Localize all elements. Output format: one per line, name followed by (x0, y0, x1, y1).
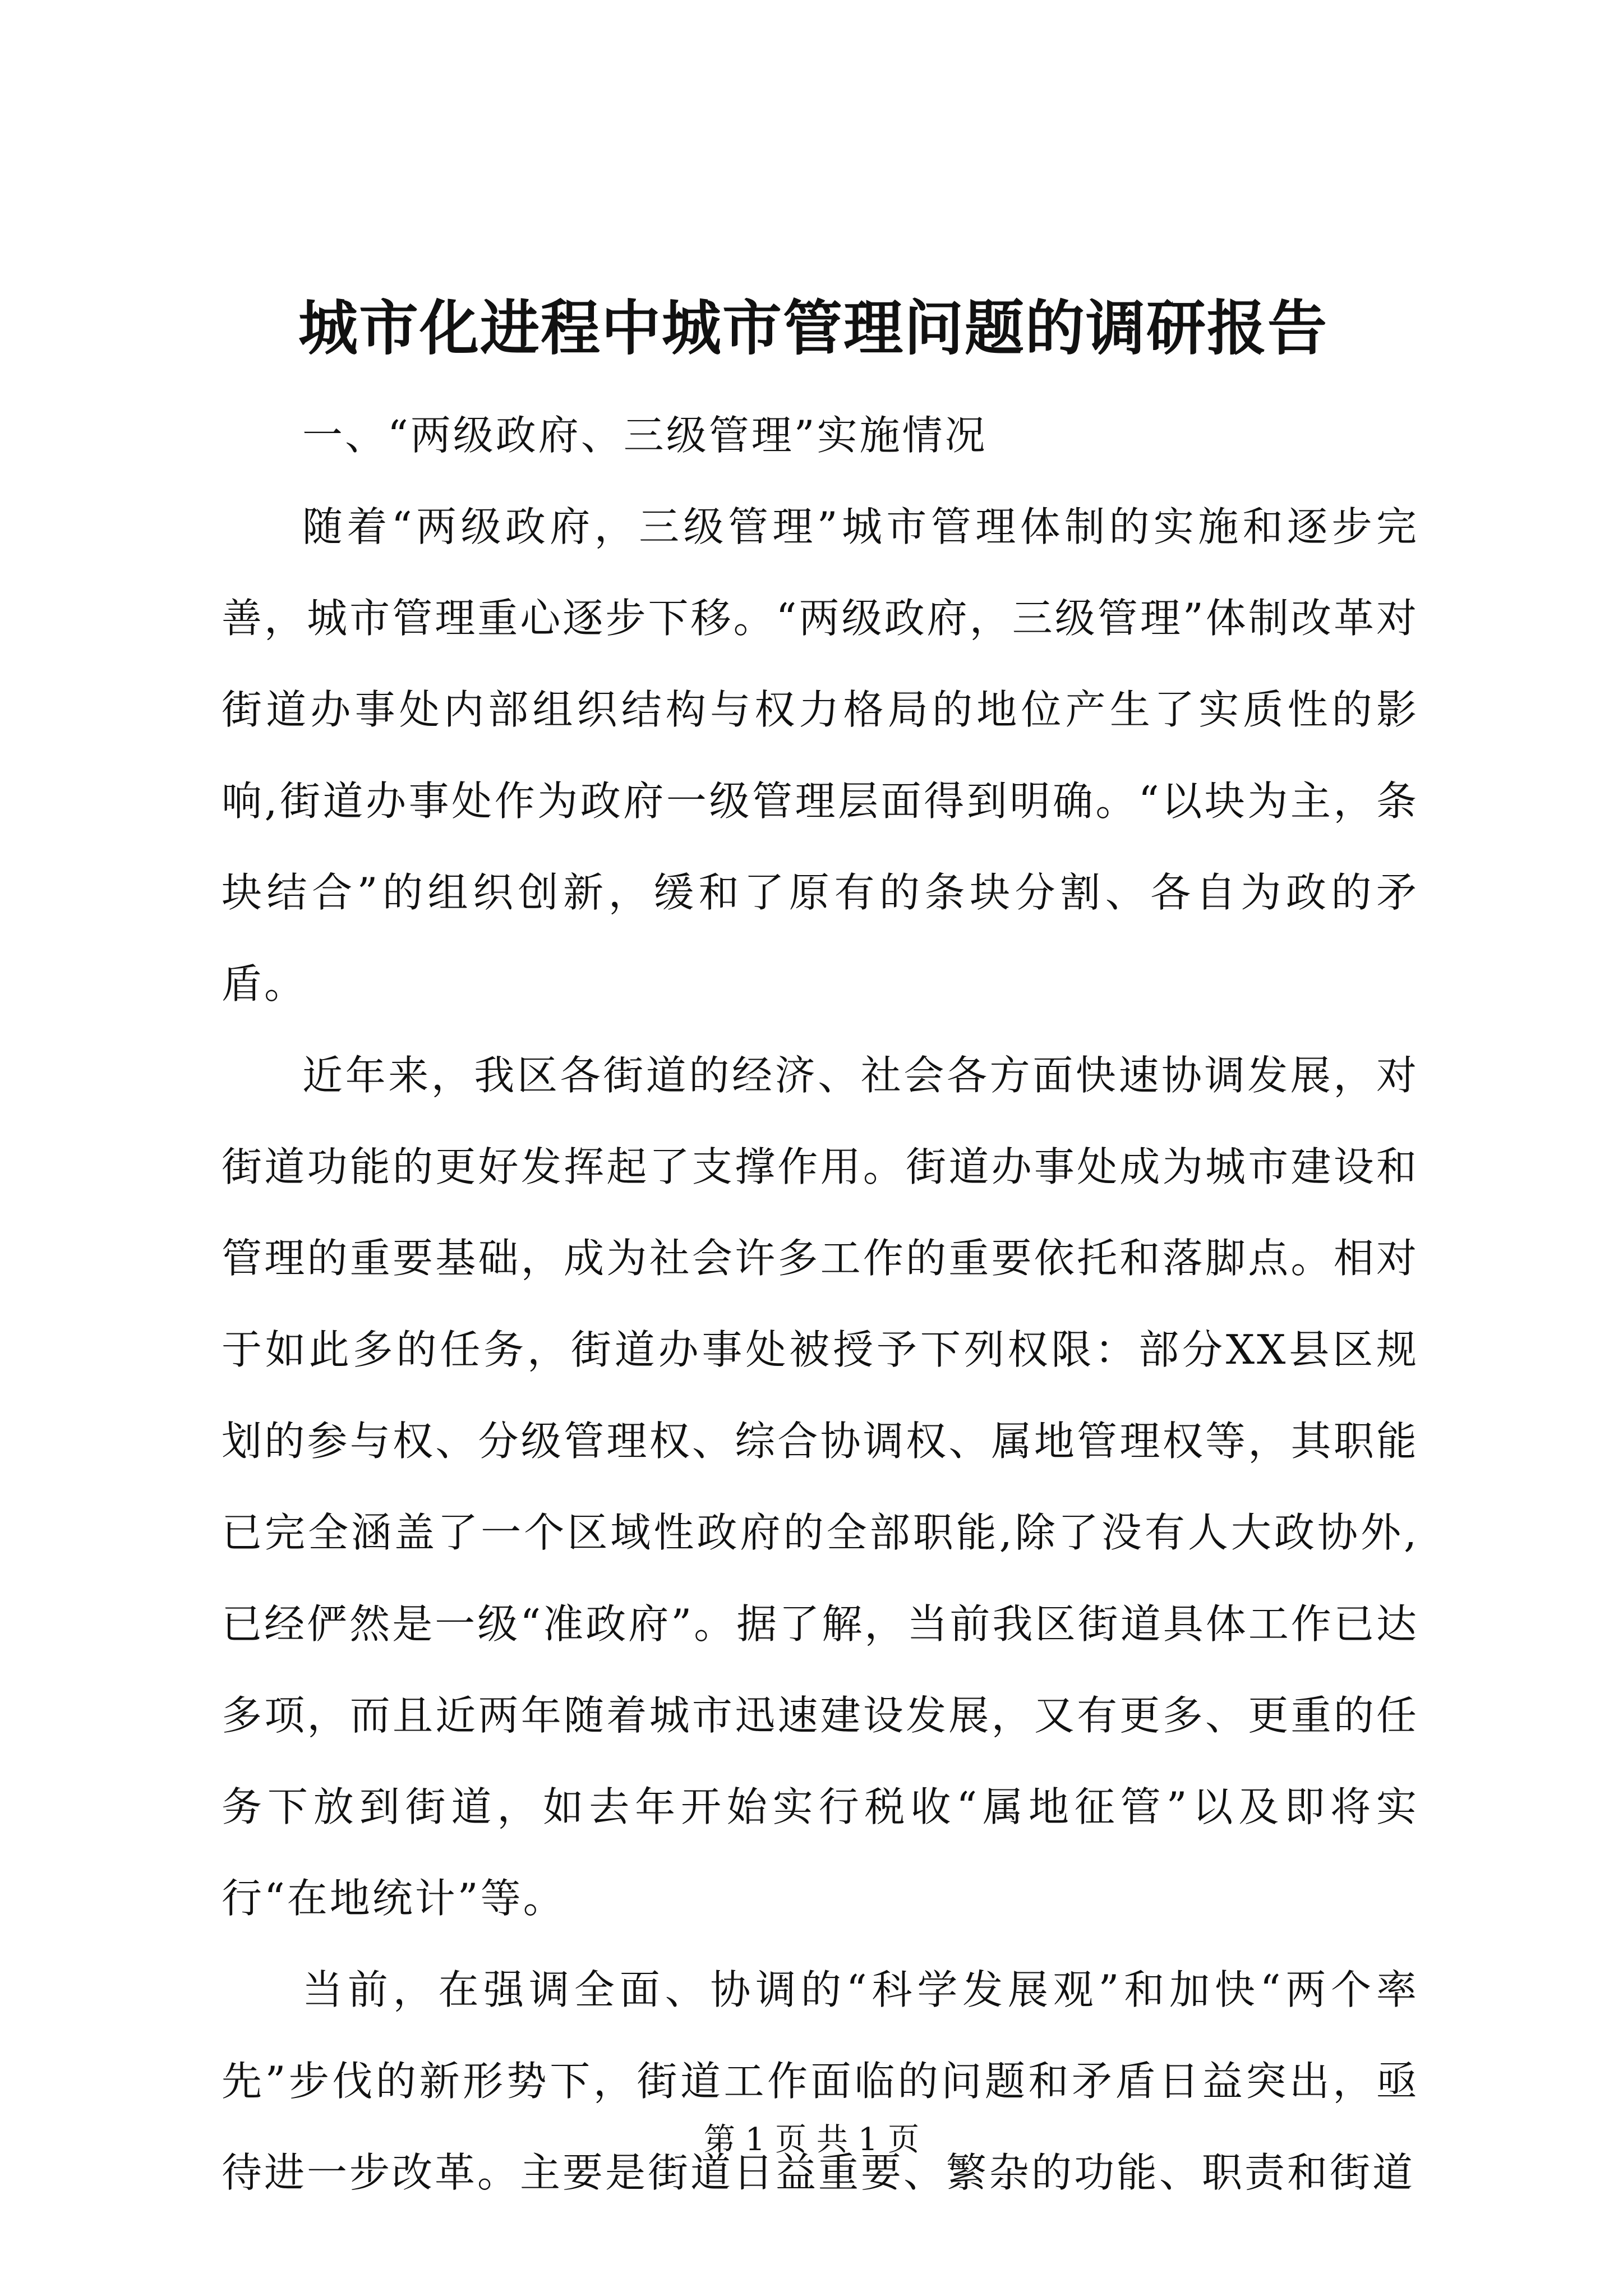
page-footer: 第 1 页 共 1 页 (703, 2122, 920, 2158)
document-body (222, 390, 1419, 2219)
section-heading: 一、“两级政府、三级管理”实施情况 (302, 412, 988, 459)
paragraph-2: 近年来，我区各街道的经济、社会各方面快速协调发展，对街道功能的更好发挥起了支撑作用。街道办事处成为城市建设和管理的重要基础，成为社会许多工作的重要依托和落脚点。相对于如此多的任务，街道办事处被授予下列权限：部分XX县区规划的参与权、分级管理权、综合协调权、属地管理权等，其职能已完全涵盖了一个区域性政府的全部职能,除了没有人大政协外,已经俨然是一级“准政府”。据了解，当前我区街道具体工作已达多项，而且近两年随着城市迅速建设发展，又有更多、更重的任务下放到街道，如去年开始实行税收“属地征管”以及即将实行“在地统计”等。 (222, 1052, 1419, 1922)
paragraph-1: 随着“两级政府，三级管理”城市管理体制的实施和逐步完善，城市管理重心逐步下移。“两级政府，三级管理”体制改革对街道办事处内部组织结构与权力格局的地位产生了实质性的影响,街道办事处作为政府一级管理层面得到明确。“以块为主，条块结合”的组织创新，缓和了原有的条块分割、各自为政的矛盾。 (222, 503, 1419, 1007)
document-title: 城市化进程中城市管理问题的调研报告 (298, 293, 1328, 363)
paragraph-3: 当前，在强调全面、协调的“科学发展观”和加快“两个率先”步伐的新形势下，街道工作面临的问题和矛盾日益突出，亟待进一步改革。主要是街道日益重要、繁杂的功能、职责和街道 (222, 1966, 1419, 2196)
